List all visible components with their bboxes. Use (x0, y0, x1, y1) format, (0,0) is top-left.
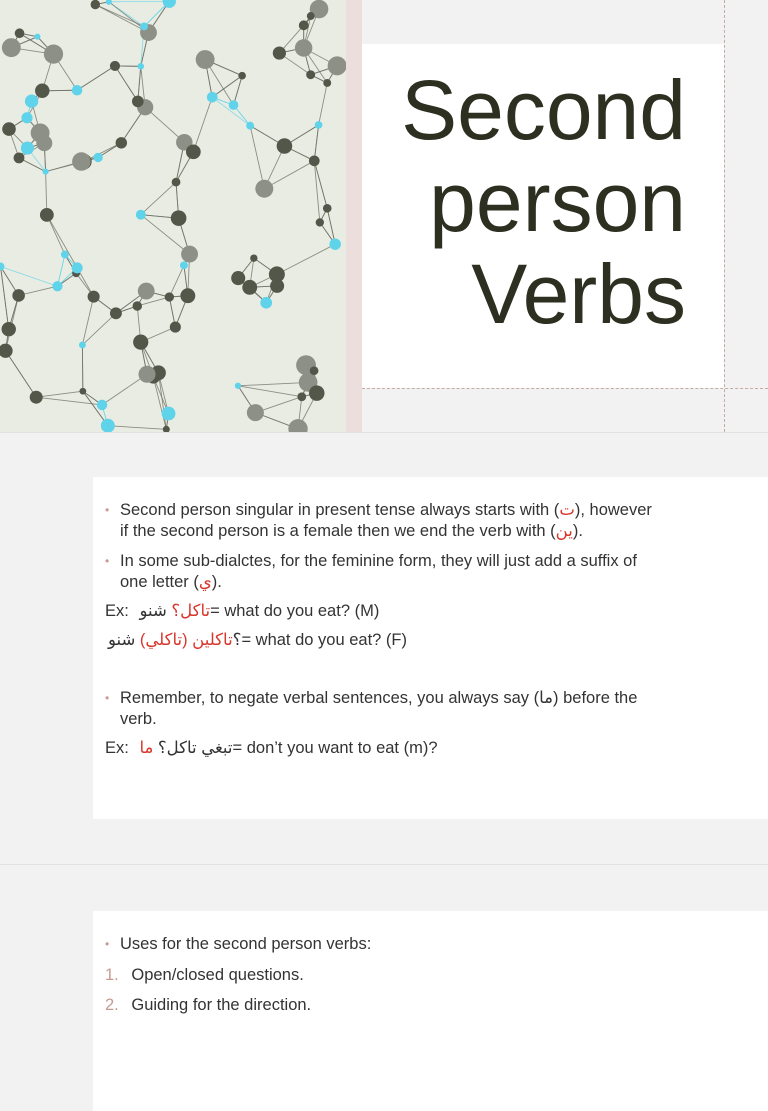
example-masculine: Ex: تاكل؟ شنو = what do you eat? (M) (105, 601, 379, 622)
network-node (309, 155, 320, 166)
network-node (61, 251, 69, 259)
network-edge (108, 426, 166, 430)
network-node (238, 72, 246, 80)
network-node (0, 263, 4, 271)
network-edge (36, 391, 83, 397)
network-node (110, 61, 120, 71)
example-negation: Ex: تبغي تاكل؟ ما = don’t you want to eat (m)? (105, 738, 438, 759)
network-edge (250, 126, 264, 189)
network-node (247, 404, 264, 421)
network-illustration (0, 0, 346, 432)
network-node (34, 34, 40, 40)
network-node (297, 392, 306, 401)
bullet-dot: • (105, 500, 109, 521)
network-node (277, 138, 293, 154)
network-node (110, 307, 122, 319)
network-node (36, 135, 52, 151)
network-node (229, 100, 239, 110)
network-node (235, 383, 241, 389)
network-node (269, 266, 285, 282)
arabic-prefix-ta: ت (559, 501, 575, 519)
slide-title (0, 0, 768, 432)
network-node (260, 297, 272, 309)
network-edge (314, 125, 318, 161)
network-node (165, 292, 174, 301)
network-node (93, 153, 102, 162)
network-node (163, 0, 176, 8)
network-edge (6, 351, 37, 397)
title-line-1: Second (356, 64, 686, 156)
network-edge (115, 66, 138, 101)
network-node (180, 261, 188, 269)
network-node (140, 23, 148, 31)
network-edge (193, 97, 212, 152)
network-node (12, 289, 25, 302)
network-node (316, 218, 324, 226)
network-node (181, 246, 198, 263)
list-item: 2. Guiding for the direction. (105, 995, 311, 1016)
network-node (273, 46, 286, 59)
network-node (132, 96, 144, 108)
network-node (101, 419, 115, 432)
slide-content-examples: • Second person singular in present tense always starts with (ت), however if the second person is a female then we end the verb with (ين). • In some sub-dialctes, for the feminine form, they will just add a suffix of one letter (ي). Ex: تاكل؟ شنو = what do you eat? (M) ؟تاكلين (تاكلي) شنو = what do you eat? (F) • Remember, to negate verbal sentences, you always say (ما) before the verb. Ex: تبغي تاكل؟ ما = don’t you want to eat (m)? (0, 432, 768, 865)
network-node (91, 0, 100, 9)
network-node (306, 70, 315, 79)
network-node (25, 94, 38, 107)
network-node (14, 152, 25, 163)
guide-line-vertical (724, 0, 725, 432)
network-edge (1, 266, 58, 286)
network-edge (82, 313, 116, 345)
network-node (72, 262, 83, 273)
network-node (21, 142, 34, 155)
network-node (133, 301, 143, 311)
network-node (186, 144, 201, 159)
network-edge (95, 5, 148, 33)
network-node (162, 407, 176, 421)
network-edge (238, 386, 302, 397)
slide-title-text (356, 64, 686, 340)
network-node (116, 137, 127, 148)
network-node (0, 344, 13, 358)
network-node (329, 238, 340, 249)
network-node (21, 112, 32, 123)
network-edge (319, 83, 328, 125)
arabic-ma: ما (539, 689, 553, 707)
network-node (138, 366, 155, 383)
network-node (323, 204, 332, 213)
network-edge (109, 1, 169, 2)
network-node (250, 254, 257, 261)
network-edge (77, 66, 115, 90)
network-node (44, 44, 63, 63)
network-node (309, 385, 325, 401)
network-edge (47, 215, 77, 268)
network-node (255, 180, 273, 198)
arabic-suffix-een: ين (556, 522, 573, 540)
network-edge (141, 182, 176, 215)
network-node (35, 84, 49, 98)
network-node (299, 20, 309, 30)
network-node (2, 322, 16, 336)
example-feminine: ؟تاكلين (تاكلي) شنو = what do you eat? (F) (108, 630, 407, 651)
bullet-dot: • (105, 934, 109, 955)
network-node (315, 121, 323, 129)
network-node (295, 39, 312, 56)
network-node (88, 291, 100, 303)
bullet-dot: • (105, 688, 109, 709)
network-node (307, 12, 315, 20)
network-node (170, 322, 181, 333)
title-line-2: person (356, 156, 686, 248)
network-node (133, 335, 148, 350)
network-node (2, 122, 16, 136)
network-node (79, 388, 86, 395)
network-node (171, 210, 187, 226)
network-node (231, 271, 245, 285)
network-node (328, 56, 346, 75)
network-graphic (0, 0, 346, 432)
network-node (106, 0, 112, 5)
network-node (310, 366, 319, 375)
network-node (136, 210, 146, 220)
network-node (2, 38, 21, 57)
network-node (180, 288, 195, 303)
slide-uses: • Uses for the second person verbs: 1. Open/closed questions. 2. Guiding for the direction. (0, 864, 768, 1025)
network-node (43, 169, 49, 175)
network-edge (277, 244, 335, 274)
list-item: 1. Open/closed questions. (105, 965, 304, 986)
network-node (207, 92, 218, 103)
title-line-3: Verbs (356, 248, 686, 340)
network-node (97, 400, 107, 410)
arabic-suffix-ya: ي (199, 573, 212, 591)
bullet-dot: • (105, 551, 109, 572)
network-node (15, 28, 25, 38)
network-edge (82, 297, 93, 345)
network-node (30, 391, 43, 404)
network-node (242, 280, 257, 295)
network-node (72, 85, 83, 96)
network-node (40, 208, 54, 222)
network-node (246, 122, 254, 130)
network-node (196, 50, 215, 69)
network-node (172, 178, 181, 187)
network-node (323, 79, 331, 87)
network-node (52, 281, 62, 291)
network-node (138, 283, 155, 300)
network-edge (238, 382, 308, 385)
network-node (79, 342, 86, 349)
network-node (137, 63, 144, 70)
guide-line-horizontal (362, 388, 768, 389)
network-node (72, 152, 91, 171)
network-node (288, 419, 307, 432)
network-edge (1, 266, 9, 329)
